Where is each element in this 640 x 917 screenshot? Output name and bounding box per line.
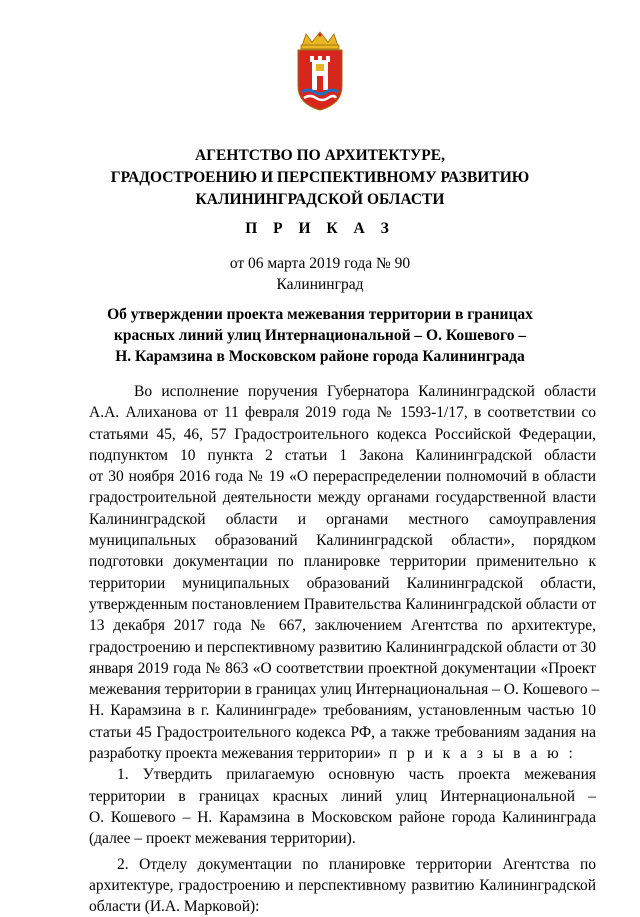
body-line: подпунктом 10 пункта 2 статьи 1 Закона Калининградской области <box>89 446 596 464</box>
body-line: от 30 ноября 2016 года № 19 «О перераспределении полномочий в области <box>89 468 596 486</box>
subject-line: Н. Карамзина в Московском районе города Калининграда <box>115 348 525 365</box>
body-line: муниципальных образований Калининградской области», порядком <box>89 532 596 550</box>
body-line: Н. Карамзина в г. Калининграде» требованиям, установленным частью 10 <box>89 702 596 720</box>
body-line: разработку проекта межевания территории» <box>89 745 381 763</box>
item-1-line: территории в границах красных линий улиц Интернациональной – <box>89 787 596 805</box>
document-type: П Р И К А З <box>245 220 395 237</box>
subject-line: Об утверждении проекта межевания территории в границах <box>107 306 533 323</box>
body-line: утвержденным постановлением Правительства Калининградской области от <box>89 595 596 613</box>
body-line: территории муниципальных образований Калининградской области, <box>89 574 596 592</box>
date-line: от 06 марта 2019 года № 90 <box>229 255 411 272</box>
body-line: статьи 45 Градостроительного кодекса РФ, а также требованиям задания на <box>89 723 596 741</box>
date-block <box>60 253 580 295</box>
decree-word: п р и к а з ы в а ю : <box>388 745 576 763</box>
body-line: Во исполнение поручения Губернатора Калининградской области <box>134 383 596 400</box>
body-line: межевания территории в границах улиц Интернациональная – О. Кошевого – <box>89 681 600 699</box>
body-line: статьями 45, 46, 57 Градостроительного кодекса Российской Федерации, <box>89 425 596 443</box>
agency-line: КАЛИНИНГРАДСКОЙ ОБЛАСТИ <box>195 191 445 208</box>
agency-line: АГЕНТСТВО ПО АРХИТЕКТУРЕ, <box>195 147 445 164</box>
item-2-line: области (И.А. Марковой): <box>89 898 260 916</box>
body-line: Калининградской области и органами местного самоуправления <box>89 510 596 528</box>
body-line: А.А. Алиханова от 11 февраля 2019 года № 1593-1/17, в соответствии со <box>89 404 596 422</box>
body-line-with-decree <box>89 743 596 764</box>
agency-name <box>60 145 580 211</box>
agency-line: ГРАДОСТРОЕНИЮ И ПЕРСПЕКТИВНОМУ РАЗВИТИЮ <box>110 169 530 186</box>
body-line: градостроительной деятельности между органами государственной власти <box>89 489 596 507</box>
item-2-line: 2. Отделу документации по планировке территории Агентства по <box>117 855 596 873</box>
subject-line: красных линий улиц Интернациональной – О. Кошевого – <box>113 327 527 344</box>
document-subject <box>60 304 580 367</box>
body-line: января 2019 года № 863 «О соответствии проектной документации «Проект <box>89 659 596 677</box>
item-1-line: О. Кошевого – Н. Карамзина в Московском районе города Калининграда <box>89 808 596 826</box>
body-line: 13 декабря 2017 года № 667, заключением Агентства по архитектуре, <box>89 617 596 635</box>
body-line: градостроению и перспективному развитию Калининградской области от 30 <box>89 638 596 656</box>
document-body <box>89 381 600 917</box>
item-1-line: (далее – проект межевания территории). <box>89 830 356 848</box>
item-2-line: архитектуре, градостроению и перспективному развитию Калининградской <box>89 876 596 894</box>
city-line: Калининград <box>276 276 364 293</box>
kaliningrad-coat-of-arms-icon <box>294 30 346 112</box>
item-1-line: 1. Утвердить прилагаемую основную часть проекта межевания <box>117 766 596 784</box>
body-line: подготовки документации по планировке территории применительно к <box>89 553 596 571</box>
